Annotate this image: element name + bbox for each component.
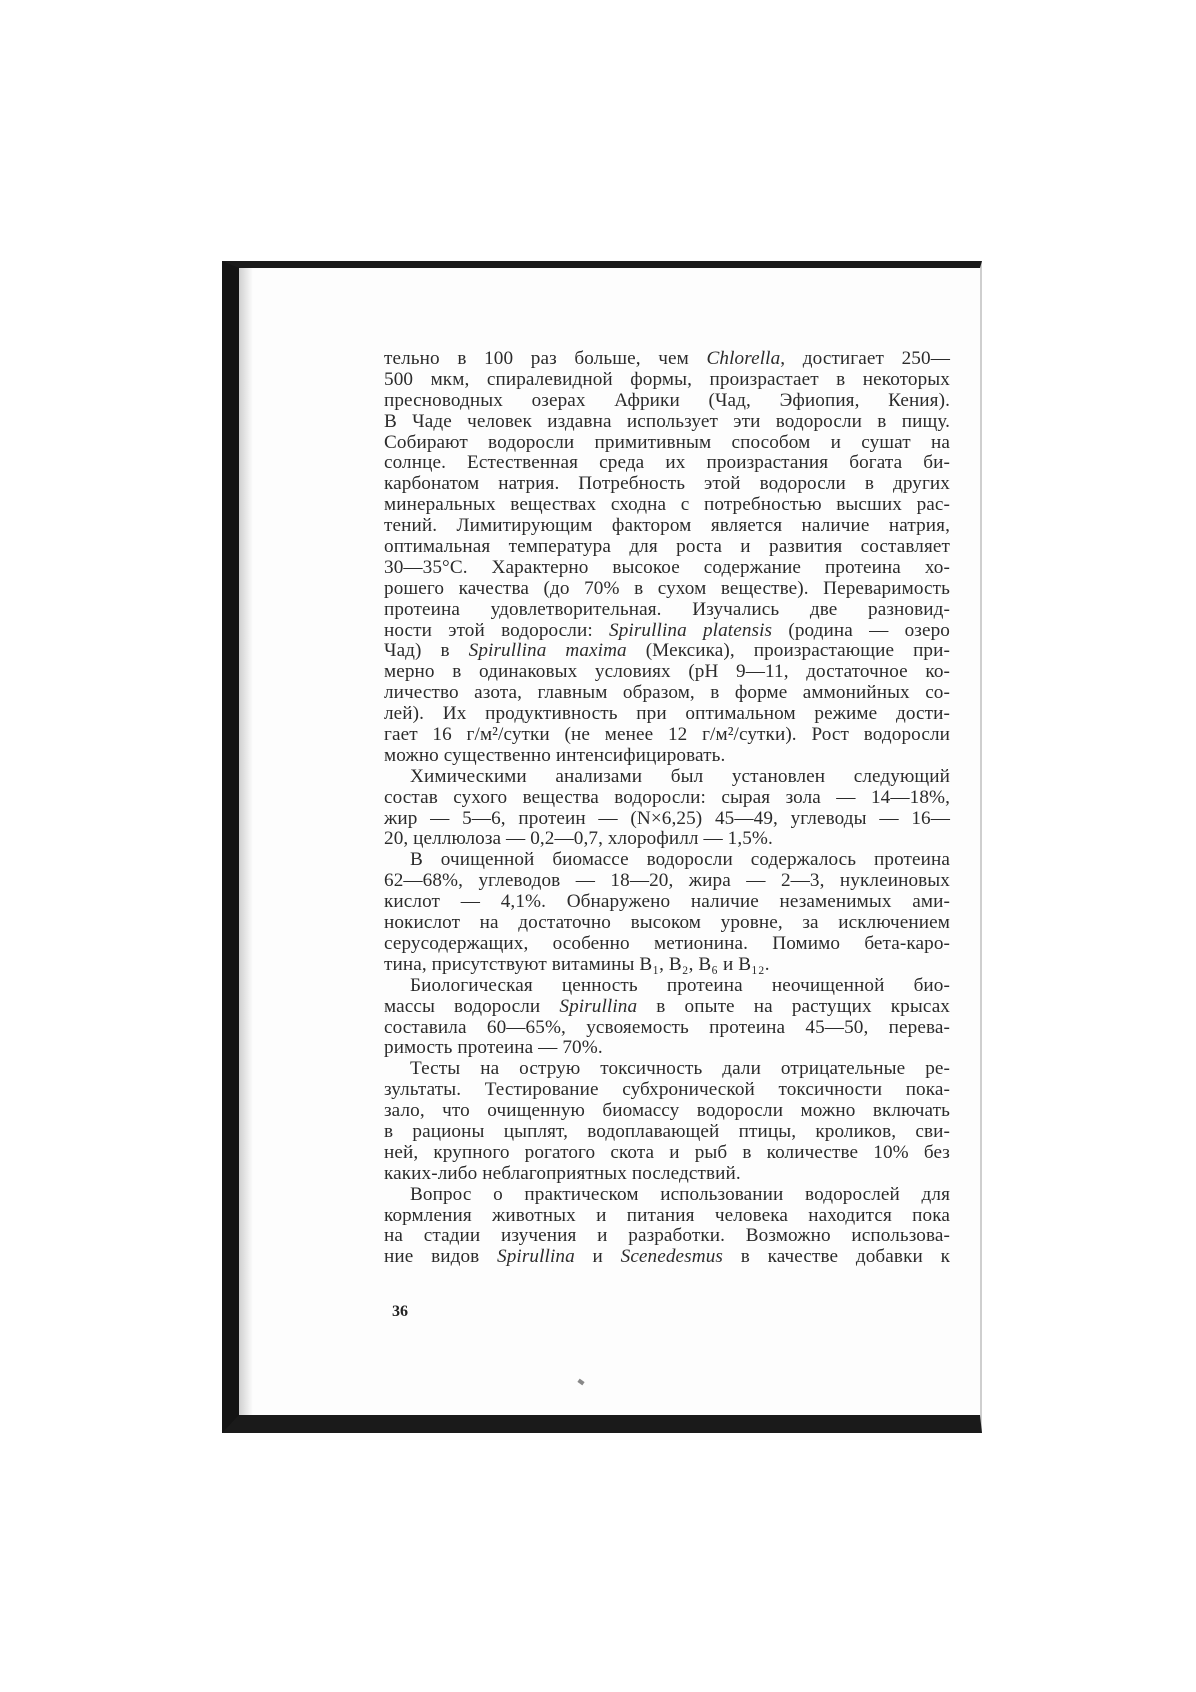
text-line: каких-либо неблагоприятных последствий.	[384, 1162, 741, 1184]
text-line: зультаты. Тестирование субхронической токсичности пока-	[384, 1079, 950, 1101]
text-line: на стадии изучения и разработки. Возможно использова-	[384, 1225, 950, 1247]
text-line: Чад) в Spirullina maxima (Мексика), произрастающие при-	[384, 640, 950, 662]
body-text	[384, 349, 950, 1268]
text-line: В очищенной биомассе водоросли содержалось протеина	[410, 849, 950, 871]
text-line: личество азота, главным образом, в форме аммонийных со-	[384, 682, 950, 704]
text-line: Вопрос о практическом использовании водорослей для	[410, 1183, 950, 1205]
text-line: составила 60—65%, усвояемость протеина 45—50, перева-	[384, 1016, 950, 1038]
text-line: солнце. Естественная среда их произрастания богата би-	[384, 452, 950, 474]
text-line: состав сухого вещества водоросли: сырая зола — 14—18%,	[384, 786, 950, 808]
text-line: тений. Лимитирующим фактором является наличие натрия,	[384, 515, 950, 537]
text-line: жир — 5—6, протеин — (N×6,25) 45—49, углеводы — 16—	[384, 807, 950, 829]
text-line: рошего качества (до 70% в сухом веществе). Переваримость	[384, 577, 950, 599]
text-line: массы водоросли Spirullina в опыте на растущих крысах	[384, 995, 951, 1017]
text-line: ней, крупного рогатого скота и рыб в количестве 10% без	[384, 1141, 950, 1163]
text-line: пресноводных озерах Африки (Чад, Эфиопия, Кения).	[384, 389, 950, 411]
text-line: Тесты на острую токсичность дали отрицательные ре-	[410, 1058, 950, 1080]
text-line: зало, что очищенную биомассу водоросли можно включать	[384, 1100, 950, 1122]
text-line: 62—68%, углеводов — 18—20, жира — 2—3, нуклеиновых	[384, 870, 950, 892]
text-line: Собирают водоросли примитивным способом и сушат на	[384, 431, 950, 453]
text-line: Биологическая ценность протеина неочищенной био-	[410, 974, 950, 996]
text-line: ности этой водоросли: Spirullina platensis (родина — озеро	[384, 619, 950, 641]
text-line: лей). Их продуктивность при оптимальном режиме дости-	[384, 703, 950, 725]
page-number: 36	[392, 1303, 408, 1320]
text-line: кислот — 4,1%. Обнаружено наличие незаменимых ами-	[384, 891, 950, 913]
text-line: Химическими анализами был установлен следующий	[410, 765, 950, 787]
text-line: нокислот на достаточно высоком уровне, за исключением	[384, 912, 950, 934]
text-line: 500 мкм, спиралевидной формы, произрастает в некоторых	[384, 368, 950, 390]
text-line: тина, присутствуют витамины B₁, B₂, B₆ и B₁₂.	[384, 953, 770, 975]
text-line: 30—35°С. Характерно высокое содержание протеина хо-	[384, 556, 950, 578]
text-line: протеина удовлетворительная. Изучались две разновид-	[384, 598, 950, 620]
text-line: серусодержащих, особенно метионина. Помимо бета-каро-	[384, 932, 950, 954]
text-line: гает 16 г/м²/сутки (не менее 12 г/м²/сутки). Рост водоросли	[384, 724, 950, 746]
text-line: мерно в одинаковых условиях (рН 9—11, достаточное ко-	[384, 661, 950, 683]
text-line: 20, целлюлоза — 0,2—0,7, хлорофилл — 1,5%.	[384, 828, 773, 850]
text-line: кормления животных и питания человека находится пока	[384, 1204, 950, 1226]
text-line: ние видов Spirullina и Scenedesmus в качестве добавки к	[384, 1246, 951, 1268]
text-line: оптимальная температура для роста и развития составляет	[384, 536, 950, 558]
text-line: в рационы цыплят, водоплавающей птицы, кроликов, сви-	[384, 1120, 950, 1142]
text-line: В Чаде человек издавна использует эти водоросли в пищу.	[384, 410, 950, 432]
text-line: карбонатом натрия. Потребность этой водоросли в других	[384, 473, 950, 495]
text-line: тельно в 100 раз больше, чем Chlorella, достигает 250—	[384, 348, 950, 369]
text-line: минеральных веществах сходна с потребностью высших рас-	[384, 494, 950, 516]
text-line: можно существенно интенсифицировать.	[384, 744, 726, 766]
text-line: римость протеина — 70%.	[384, 1037, 603, 1059]
